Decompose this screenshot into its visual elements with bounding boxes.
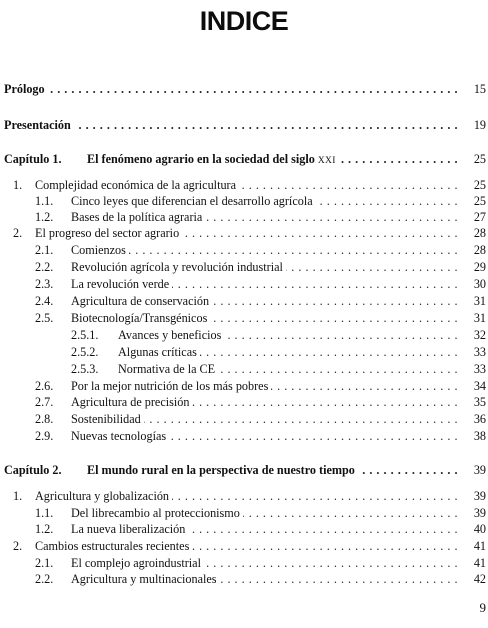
toc-entry-number: Capítulo 1. <box>4 152 62 166</box>
toc-entry-label: Complejidad económica de la agricultura . . . <box>35 177 458 193</box>
toc-page-number: 33 <box>473 362 486 376</box>
toc-entry[interactable] <box>0 344 488 360</box>
toc-entry-label: Avances y beneficios . . . <box>118 327 458 343</box>
toc-entry[interactable] <box>0 505 488 521</box>
toc-entry-number: 2.4. <box>35 294 54 308</box>
toc-page-number: 39 <box>473 489 486 503</box>
toc-page-number: 15 <box>473 82 486 96</box>
toc-page-number: 25 <box>473 178 486 192</box>
toc-entry[interactable] <box>0 571 488 587</box>
toc-entry-number: 2.5.3. <box>71 362 99 376</box>
toc-page-number: 35 <box>473 395 486 409</box>
toc-entry-label: La nueva liberalización . . . <box>71 521 458 537</box>
toc-entry[interactable] <box>0 411 488 427</box>
toc-page-number: 25 <box>473 194 486 208</box>
toc-entry-label: Algunas críticas . . . <box>118 344 458 360</box>
toc-entry-label: Bases de la política agraria . . . <box>71 209 458 225</box>
toc-entry-number: 2.5.1. <box>71 328 99 342</box>
toc-page-number: 28 <box>473 226 486 240</box>
toc-entry-label: Agricultura y multinacionales . . . <box>71 571 458 587</box>
toc-page-number: 42 <box>473 572 486 586</box>
toc-page-number: 30 <box>473 277 486 291</box>
toc-entry-number: 2.2. <box>35 572 54 586</box>
toc-page-number: 28 <box>473 243 486 257</box>
toc-page-number: 39 <box>473 463 486 477</box>
toc-entry-label: Biotecnología/Transgénicos . . . <box>71 310 458 326</box>
toc-entry-number: 2. <box>13 539 23 553</box>
toc-page-number: 31 <box>473 311 486 325</box>
toc-entry[interactable] <box>0 242 488 258</box>
toc-entry-label: Cinco leyes que diferencian el desarrollo agrícola . . . <box>71 193 458 209</box>
toc-entry-number: 2.5. <box>35 311 54 325</box>
toc-entry-presentacion[interactable] <box>0 117 488 133</box>
toc-page-number: 33 <box>473 345 486 359</box>
toc-entry[interactable] <box>0 209 488 225</box>
toc-entry-number: 1.2. <box>35 210 54 224</box>
toc-entry-label: Normativa de la CE . . . <box>118 361 458 377</box>
toc-entry-number: 2.9. <box>35 429 54 443</box>
toc-entry-label: El progreso del sector agrario . . . <box>35 225 458 241</box>
toc-entry-chapter-2[interactable] <box>0 462 488 478</box>
toc-entry-number: 2.3. <box>35 277 54 291</box>
toc-entry-number: 1.2. <box>35 522 54 536</box>
toc-entry[interactable] <box>0 327 488 343</box>
toc-entry-label: La revolución verde . . . <box>71 276 458 292</box>
toc-entry-label: Cambios estructurales recientes . . . <box>35 538 458 554</box>
toc-page-number: 38 <box>473 429 486 443</box>
toc-entry-label: Prólogo . . . <box>4 81 458 97</box>
toc-entry-number: 1. <box>13 178 23 192</box>
toc-entry-number: 1.1. <box>35 194 54 208</box>
toc-entry[interactable] <box>0 361 488 377</box>
toc-entry[interactable] <box>0 310 488 326</box>
toc-entry-number: 2.1. <box>35 556 54 570</box>
toc-entry-label: Por la mejor nutrición de los más pobres . . . <box>71 378 458 394</box>
toc-page-number: 40 <box>473 522 486 536</box>
toc-page-number: 41 <box>473 539 486 553</box>
toc-entry-number: 2.5.2. <box>71 345 99 359</box>
toc-entry-label: Agricultura de precisión . . . <box>71 394 458 410</box>
toc-entry-label: Agricultura y globalización . . . <box>35 488 458 504</box>
toc-page-number: 36 <box>473 412 486 426</box>
toc-entry-number: 2.6. <box>35 379 54 393</box>
toc-entry[interactable] <box>0 555 488 571</box>
toc-entry-label: Comienzos . . . <box>71 242 458 258</box>
toc-entry-number: 2.8. <box>35 412 54 426</box>
toc-entry-label: Del librecambio al proteccionismo . . . <box>71 505 458 521</box>
toc-page-number: 25 <box>473 152 486 166</box>
toc-entry[interactable] <box>0 293 488 309</box>
toc-entry-number: 1. <box>13 489 23 503</box>
toc-entry-prologo[interactable] <box>0 81 488 97</box>
toc-entry[interactable] <box>0 193 488 209</box>
page-title: INDICE <box>199 6 289 36</box>
toc-entry-number: 2.2. <box>35 260 54 274</box>
toc-page-number: 32 <box>473 328 486 342</box>
toc-entry[interactable] <box>0 378 488 394</box>
toc-entry[interactable] <box>0 225 488 241</box>
toc-page-number: 31 <box>473 294 486 308</box>
toc-entry-number: 2. <box>13 226 23 240</box>
toc-entry[interactable] <box>0 538 488 554</box>
toc-entry-label: Revolución agrícola y revolución industrial . . . <box>71 259 458 275</box>
toc-entry-number: 2.7. <box>35 395 54 409</box>
toc-entry-label: El fenómeno agrario en la sociedad del siglo XXI . . . <box>87 151 458 169</box>
toc-page-number: 39 <box>473 506 486 520</box>
toc-entry[interactable] <box>0 276 488 292</box>
toc-entry-label: Nuevas tecnologías . . . <box>71 428 458 444</box>
toc-entry-label: El complejo agroindustrial . . . <box>71 555 458 571</box>
toc-page-number: 19 <box>473 118 486 132</box>
toc-page-number: 29 <box>473 260 486 274</box>
toc-entry-number: Capítulo 2. <box>4 463 62 477</box>
toc-entry[interactable] <box>0 488 488 504</box>
toc-entry-number: 2.1. <box>35 243 54 257</box>
toc-entry-label: El mundo rural en la perspectiva de nuestro tiempo . . . <box>87 462 458 478</box>
toc-entry[interactable] <box>0 177 488 193</box>
toc-entry-chapter-1[interactable] <box>0 151 488 167</box>
toc-entry[interactable] <box>0 521 488 537</box>
toc-entry[interactable] <box>0 428 488 444</box>
toc-page-number: 34 <box>473 379 486 393</box>
page-folio-number: 9 <box>479 600 486 615</box>
toc-entry[interactable] <box>0 394 488 410</box>
toc-entry[interactable] <box>0 259 488 275</box>
toc-entry-label: Agricultura de conservación . . . <box>71 293 458 309</box>
toc-page-number: 27 <box>473 210 486 224</box>
toc-entry-label: Presentación . . . <box>4 117 458 133</box>
toc-entry-label: Sostenibilidad . . . <box>71 411 458 427</box>
toc-entry-number: 1.1. <box>35 506 54 520</box>
toc-page-number: 41 <box>473 556 486 570</box>
